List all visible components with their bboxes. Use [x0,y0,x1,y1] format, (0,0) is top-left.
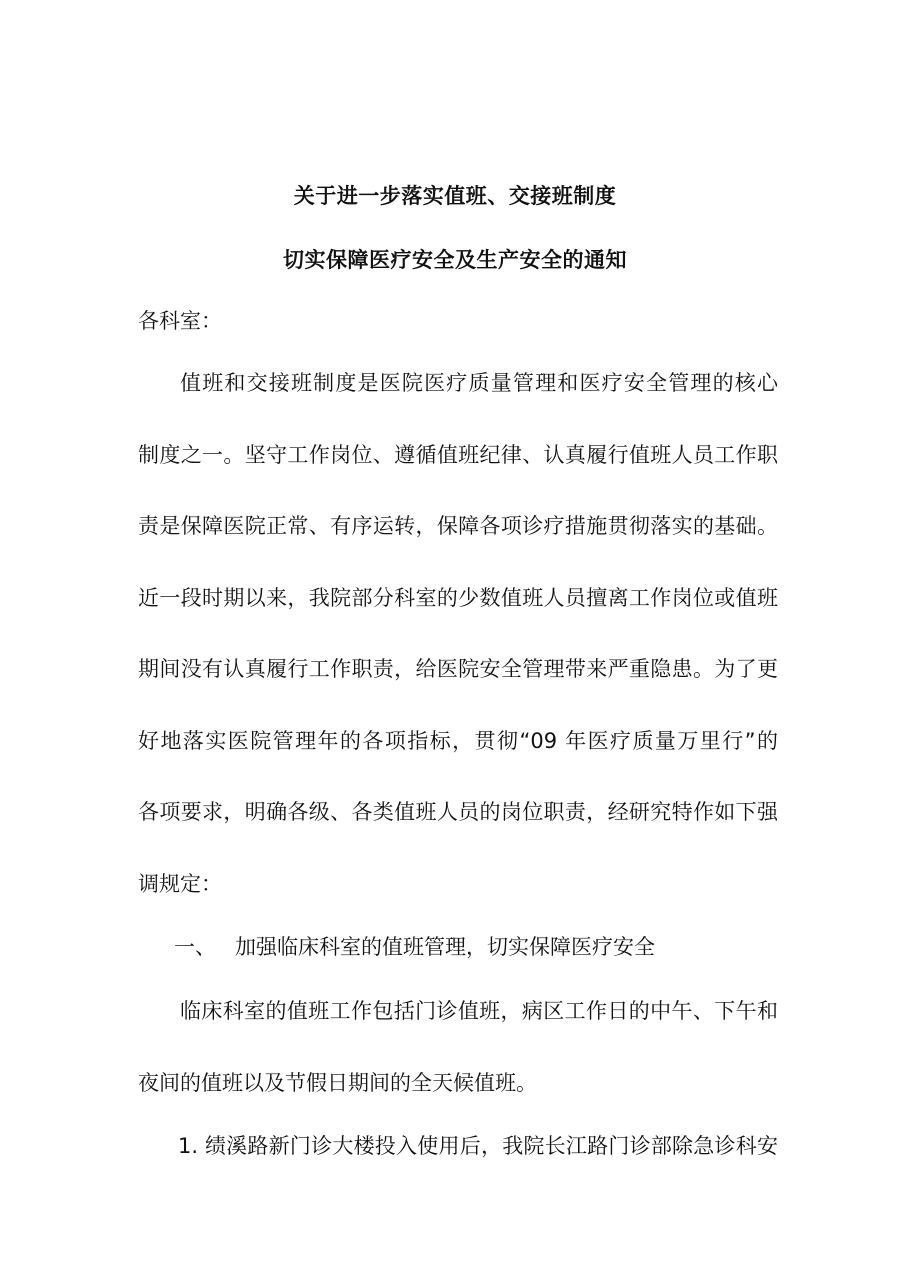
paragraph-line: 值班和交接班制度是医院医疗质量管理和医疗安全管理的核心 [180,371,778,395]
paragraph-line: 夜间的值班以及节假日期间的全天候值班。 [138,1071,537,1095]
section-number: 一、 [174,935,216,959]
paragraph-line: 期间没有认真履行工作职责，给医院安全管理带来严重隐患。为了更 [138,657,778,681]
salutation: 各科室： [138,309,222,333]
document-title-line-1: 关于进一步落实值班、交接班制度 [293,184,617,208]
paragraph-line: 好地落实医院管理年的各项指标，贯彻“09 年医疗质量万里行”的 [138,729,778,753]
document-title-line-2: 切实保障医疗安全及生产安全的通知 [283,248,627,272]
list-item-1: 1. 绩溪路新门诊大楼投入使用后，我院长江路门诊部除急诊科安 [178,1134,778,1158]
paragraph-line: 制度之一。坚守工作岗位、遵循值班纪律、认真履行值班人员工作职 [138,443,778,467]
paragraph-line: 临床科室的值班工作包括门诊值班，病区工作日的中午、下午和 [180,999,778,1023]
paragraph-line: 各项要求，明确各级、各类值班人员的岗位职责，经研究特作如下强 [138,800,778,824]
section-heading-text: 加强临床科室的值班管理，切实保障医疗安全 [235,935,655,959]
paragraph-line: 近一段时期以来，我院部分科室的少数值班人员擅离工作岗位或值班 [138,586,778,610]
paragraph-line: 调规定： [138,872,222,896]
paragraph-line: 责是保障医院正常、有序运转，保障各项诊疗措施贯彻落实的基础。 [138,514,778,538]
